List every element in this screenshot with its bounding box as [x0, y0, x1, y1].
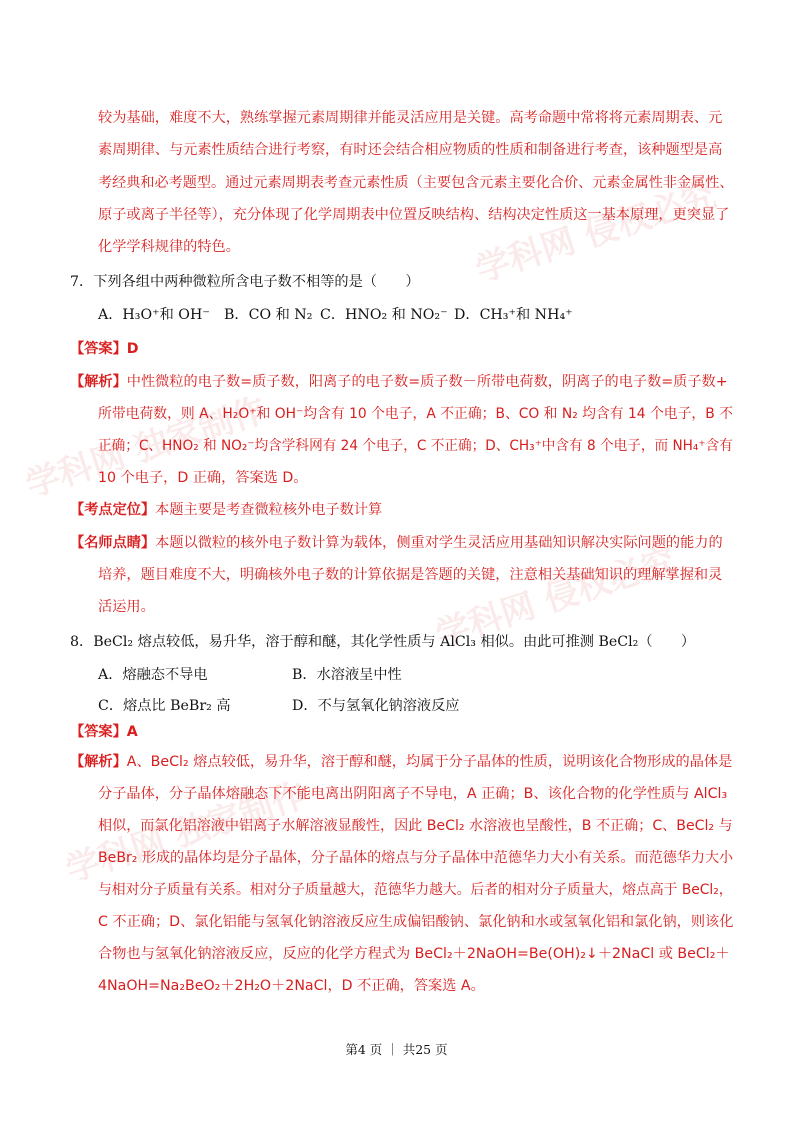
text-line: 分子晶体，分子晶体熔融态下不能电离出阴阳离子不导电，A 正确；B、该化合物的化学性质与 AlCl₃ — [98, 786, 728, 802]
answer-value: D — [126, 341, 139, 357]
text-line: 相似，而氯化铝溶液中铝离子水解溶液显酸性，因此 BeCl₂ 水溶液也呈酸性，B 不正确；C、BeCl₂ 与 — [98, 818, 733, 834]
watermark: 学科网 侵权必究 — [431, 540, 681, 656]
option-a: A．熔融态不导电 — [98, 667, 208, 683]
text-line: 原子或离子半径等），充分体现了化学周期表中位置反映结构、结构决定性质这一基本原理，更突显了 — [98, 207, 730, 223]
text-line: 活运用。 — [98, 599, 155, 615]
answer-value: A — [126, 724, 138, 740]
text-line: 素周期律、与元素性质结合进行考察，有时还会结合相应物质的性质和制备进行考查，该种题型是高 — [98, 142, 723, 158]
text-line: 正确；C、HNO₂ 和 NO₂⁻均含学科网有 24 个电子，C 不正确；D、CH₃⁺中含有 8 个电子，而 NH₄⁺含有 — [98, 438, 733, 454]
text-line: 化学学科规律的特色。 — [98, 239, 240, 255]
option-b: B．CO 和 N₂ — [224, 307, 313, 323]
text-line: 合物也与氢氧化钠溶液反应，反应的化学方程式为 BeCl₂＋2NaOH=Be(OH)₂↓＋2NaCl 或 BeCl₂＋ — [98, 946, 730, 962]
watermark: 学科网 侵权必究 — [471, 175, 721, 291]
text-line: 本题以微粒的核外电子数计算为载体，侧重对学生灵活应用基础知识解决实际问题的能力的 — [155, 535, 723, 551]
analysis-line — [70, 372, 728, 392]
option-d: D．CH₃⁺和 NH₄⁺ — [454, 307, 573, 323]
text-line: 4NaOH=Na₂BeO₂＋2H₂O＋2NaCl，D 不正确，答案选 A。 — [98, 978, 485, 994]
text-line: A、BeCl₂ 熔点较低，易升华，溶于醇和醚，均属于分子晶体的性质，说明该化合物形成的晶体是 — [126, 754, 733, 770]
question-stem: 8．BeCl₂ 熔点较低，易升华，溶于醇和醚，其化学性质与 AlCl₃ 相似。由此可推测 BeCl₂（ ） — [70, 634, 696, 650]
text-line: 与相对分子质量有关系。相对分子质量越大，范德华力越大。后者的相对分子质量大，熔点高于 BeCl₂， — [98, 882, 733, 898]
question-stem: 7．下列各组中两种微粒所含电子数不相等的是（ ） — [70, 274, 420, 290]
text-line: 中性微粒的电子数=质子数，阳离子的电子数=质子数－所带电荷数，阴离子的电子数=质子数+ — [126, 374, 728, 390]
answer-label: 【答案】 — [70, 724, 127, 740]
text-line: 较为基础，难度不大，熟练掌握元素周期律并能灵活应用是关键。高考命题中常将将元素周期表、元 — [98, 110, 723, 126]
text-line: BeBr₂ 形成的晶体均是分子晶体，分子晶体的熔点与分子晶体中范德华力大小有关系。而范德华力大小 — [98, 850, 734, 866]
answer-line — [70, 339, 139, 359]
text-line: C 不正确；D、氯化铝能与氢氧化钠溶液反应生成偏铝酸钠、氯化钠和水或氢氧化铝和氯化钠，则该化 — [98, 914, 734, 930]
comment-line — [70, 533, 723, 553]
text-line: 培养，题目难度不大，明确核外电子数的计算依据是答题的关键，注意相关基础知识的理解掌握和灵 — [98, 567, 723, 583]
option-a: A．H₃O⁺和 OH⁻ — [98, 307, 210, 323]
watermark: 学科网 独家制作 — [61, 775, 311, 891]
answer-line — [70, 722, 138, 742]
answer-label: 【答案】 — [70, 341, 127, 357]
text-line: 考经典和必考题型。通过元素周期表考查元素性质（主要包含元素主要化合价、元素金属性非金属性、 — [98, 175, 734, 191]
text-line: 本题主要是考查微粒核外电子数计算 — [155, 502, 383, 518]
analysis-label: 【解析】 — [70, 374, 127, 390]
comment-label: 【名师点睛】 — [70, 535, 156, 551]
option-d: D．不与氢氧化钠溶液反应 — [292, 698, 460, 714]
point-line — [70, 500, 382, 520]
watermark: 学科网 独家制作 — [21, 390, 271, 506]
point-label: 【考点定位】 — [70, 502, 156, 518]
page-footer: 第4 页 ｜ 共25 页 — [345, 1042, 448, 1057]
text-line: 所带电荷数，则 A、H₂O⁺和 OH⁻均含有 10 个电子，A 不正确；B、CO 和 N₂ 均含有 14 个电子，B 不 — [98, 406, 733, 422]
analysis-label: 【解析】 — [70, 754, 127, 770]
text-line: 10 个电子，D 正确，答案选 D。 — [98, 470, 308, 486]
option-b: B．水溶液呈中性 — [292, 667, 402, 683]
option-c: C．HNO₂ 和 NO₂⁻ — [320, 307, 448, 323]
option-c: C．熔点比 BeBr₂ 高 — [98, 698, 231, 714]
analysis-line — [70, 752, 732, 772]
